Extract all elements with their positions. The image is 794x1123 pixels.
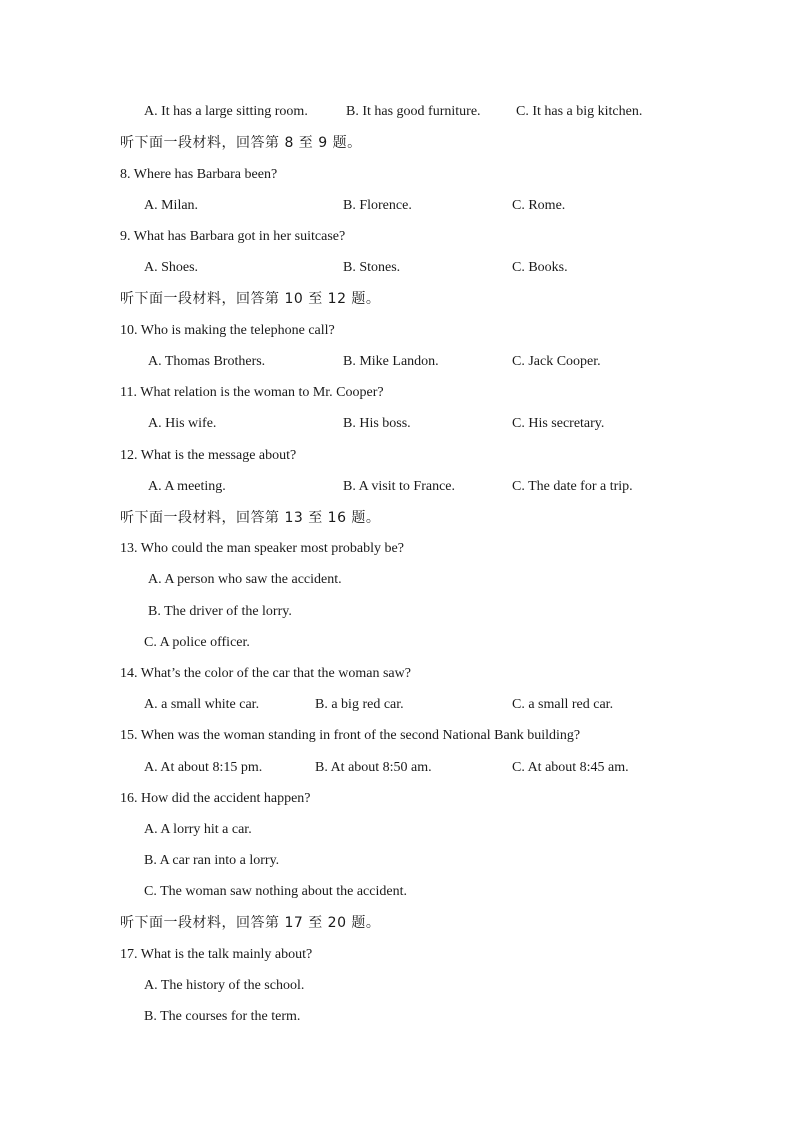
q10-option-a: A. Thomas Brothers. (148, 354, 266, 369)
question-12: 12. What is the message about? (120, 448, 297, 463)
question-14: 14. What’s the color of the car that the woman saw? (120, 666, 411, 681)
q9-option-a: A. Shoes. (144, 260, 199, 275)
q15-option-a: A. At about 8:15 pm. (144, 760, 263, 775)
q16-option-c: C. The woman saw nothing about the accident. (144, 884, 407, 899)
q9-option-b: B. Stones. (343, 260, 401, 275)
q13-option-c: C. A police officer. (144, 635, 250, 650)
section-heading-8-9: 听下面一段材料，回答第 8 至 9 题。 (120, 135, 362, 151)
question-11: 11. What relation is the woman to Mr. Cooper? (120, 385, 384, 400)
question-17: 17. What is the talk mainly about? (120, 947, 313, 962)
question-10: 10. Who is making the telephone call? (120, 323, 335, 338)
q8-option-b: B. Florence. (343, 198, 412, 213)
section-heading-17-20: 听下面一段材料，回答第 17 至 20 题。 (120, 915, 381, 931)
q12-option-c: C. The date for a trip. (512, 479, 633, 494)
q8-option-c: C. Rome. (512, 198, 566, 213)
q11-option-a: A. His wife. (148, 416, 217, 431)
q7-option-a: A. It has a large sitting room. (144, 104, 308, 119)
q7-option-c: C. It has a big kitchen. (516, 104, 643, 119)
q7-option-b: B. It has good furniture. (346, 104, 481, 119)
q14-option-a: A. a small white car. (144, 697, 260, 712)
q9-option-c: C. Books. (512, 260, 568, 275)
section-heading-13-16: 听下面一段材料，回答第 13 至 16 题。 (120, 510, 381, 526)
question-15: 15. When was the woman standing in front of the second National Bank building? (120, 728, 581, 743)
question-16: 16. How did the accident happen? (120, 791, 311, 806)
q13-option-a: A. A person who saw the accident. (148, 572, 342, 587)
q13-option-b: B. The driver of the lorry. (148, 604, 292, 619)
q14-option-c: C. a small red car. (512, 697, 614, 712)
q12-option-b: B. A visit to France. (343, 479, 455, 494)
question-13: 13. Who could the man speaker most probably be? (120, 541, 404, 556)
q11-option-c: C. His secretary. (512, 416, 605, 431)
q17-option-b: B. The courses for the term. (144, 1009, 301, 1024)
q14-option-b: B. a big red car. (315, 697, 404, 712)
question-8: 8. Where has Barbara been? (120, 167, 278, 182)
q15-option-b: B. At about 8:50 am. (315, 760, 432, 775)
q17-option-a: A. The history of the school. (144, 978, 305, 993)
q12-option-a: A. A meeting. (148, 479, 226, 494)
question-9: 9. What has Barbara got in her suitcase? (120, 229, 346, 244)
q15-option-c: C. At about 8:45 am. (512, 760, 629, 775)
q16-option-a: A. A lorry hit a car. (144, 822, 252, 837)
q10-option-b: B. Mike Landon. (343, 354, 439, 369)
q11-option-b: B. His boss. (343, 416, 411, 431)
q10-option-c: C. Jack Cooper. (512, 354, 601, 369)
section-heading-10-12: 听下面一段材料，回答第 10 至 12 题。 (120, 291, 381, 307)
q16-option-b: B. A car ran into a lorry. (144, 853, 280, 868)
q8-option-a: A. Milan. (144, 198, 199, 213)
